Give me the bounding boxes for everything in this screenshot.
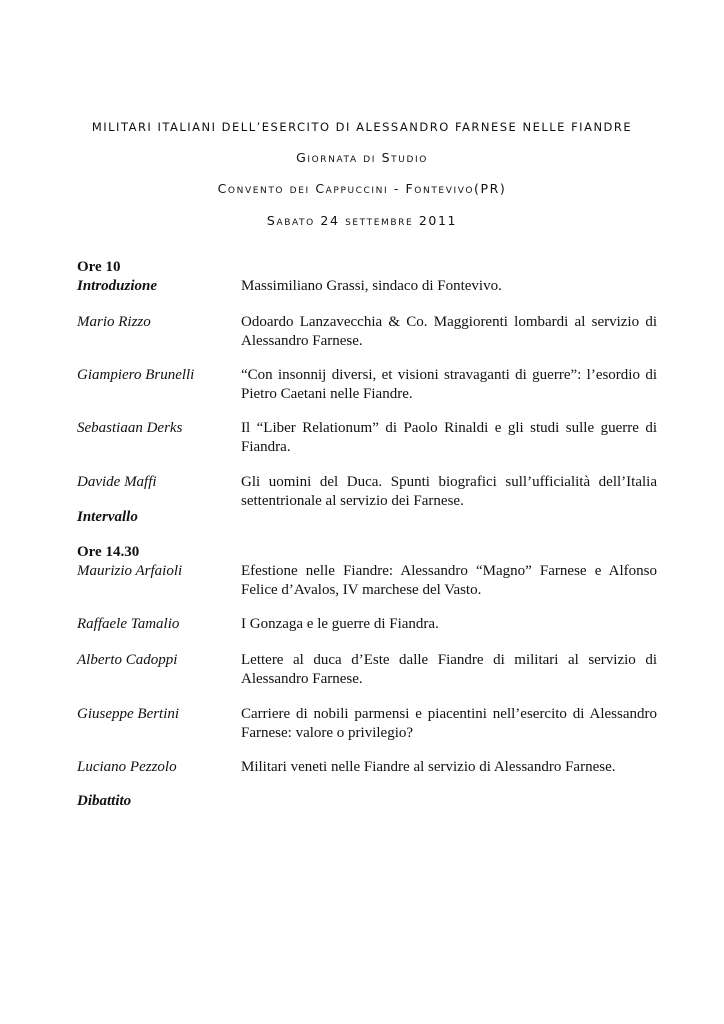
talk-title: Militari veneti nelle Fiandre al servizio di Alessandro Farnese. bbox=[241, 759, 616, 775]
speaker-name: Alberto Cadoppi bbox=[77, 652, 178, 668]
afternoon-time: Ore 14.30 bbox=[77, 544, 140, 560]
talk-title: Odoardo Lanzavecchia & Co. Maggiorenti lombardi al servizio di Alessandro Farnese. bbox=[241, 314, 657, 349]
break-label: Intervallo bbox=[77, 509, 138, 525]
speaker-name: Sebastiaan Derks bbox=[77, 420, 183, 436]
talk-title: “Con insonnij diversi, et visioni stravaganti di guerre”: l’esordio di Pietro Caetani nelle Fiandre. bbox=[241, 367, 657, 402]
document-subtitle: Giornata di Studio bbox=[296, 150, 428, 165]
speaker-name: Davide Maffi bbox=[77, 474, 157, 490]
talk-title: Carriere di nobili parmensi e piacentini nell’esercito di Alessandro Farnese: valore o privilegio? bbox=[241, 706, 657, 741]
talk-title: Lettere al duca d’Este dalle Fiandre di militari al servizio di Alessandro Farnese. bbox=[241, 652, 657, 687]
speaker-name: Giampiero Brunelli bbox=[77, 367, 195, 383]
talk-title: Efestione nelle Fiandre: Alessandro “Magno” Farnese e Alfonso Felice d’Avalos, IV marchese del Vasto. bbox=[241, 563, 657, 598]
speaker-name: Maurizio Arfaioli bbox=[77, 563, 183, 579]
venue-line: Convento dei Cappuccini - Fontevivo(PR) bbox=[217, 181, 507, 196]
speaker-name: Luciano Pezzolo bbox=[77, 759, 177, 775]
talk-title: Il “Liber Relationum” di Paolo Rinaldi e gli studi sulle guerre di Fiandra. bbox=[241, 420, 657, 455]
morning-time: Ore 10 bbox=[77, 259, 121, 275]
talk-title: I Gonzaga e le guerre di Fiandra. bbox=[241, 616, 439, 632]
speaker-name: Raffaele Tamalio bbox=[77, 616, 180, 632]
speaker-name: Mario Rizzo bbox=[77, 314, 151, 330]
speaker-name: Giuseppe Bertini bbox=[77, 706, 180, 722]
talk-title: Gli uomini del Duca. Spunti biografici sull’ufficialità dell’Italia settentrionale al servizio dei Farnese. bbox=[241, 474, 657, 509]
talk-title: Massimiliano Grassi, sindaco di Fontevivo. bbox=[241, 278, 502, 294]
document-title: MILITARI ITALIANI DELL’ESERCITO DI ALESSANDRO FARNESE NELLE FIANDRE bbox=[91, 120, 633, 134]
date-line: Sabato 24 settembre 2011 bbox=[266, 213, 458, 228]
speaker-name: Introduzione bbox=[77, 278, 158, 294]
closing-label: Dibattito bbox=[77, 793, 132, 809]
